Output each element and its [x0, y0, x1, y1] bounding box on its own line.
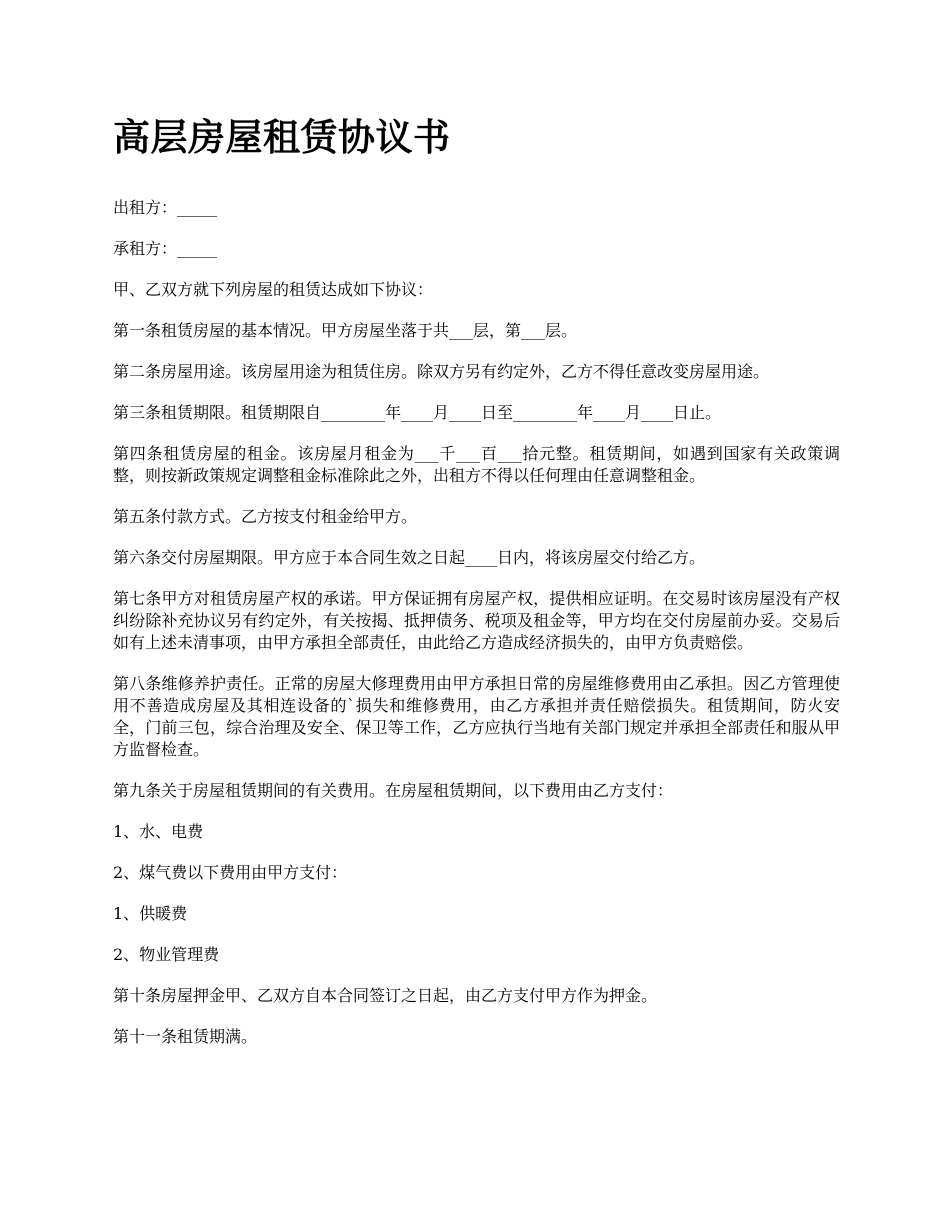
article-3: 第三条租赁期限。租赁期限自________年____月____日至________年____月____日止。: [113, 403, 722, 422]
list-item: 1、供暖费: [113, 904, 188, 923]
list-item: 2、物业管理费: [113, 945, 220, 964]
article-2: 第二条房屋用途。该房屋用途为租赁住房。除双方另有约定外，乙方不得任意改变房屋用途。: [113, 362, 770, 381]
list-item: 2、煤气费以下费用由甲方支付：: [113, 863, 348, 882]
article-10: 第十条房屋押金甲、乙双方自本合同签订之日起，由乙方支付甲方作为押金。: [113, 986, 658, 1005]
lessor-line: 出租方：_____: [113, 198, 218, 217]
page-title: 高层房屋租赁协议书: [113, 115, 451, 159]
article-9: 第九条关于房屋租赁期间的有关费用。在房屋租赁期间，以下费用由乙方支付：: [113, 781, 674, 800]
article-4: 第四条租赁房屋的租金。该房屋月租金为___千___百___拾元整。租赁期间，如遇到国家有关政策调整，则按新政策规定调整租金标准除此之外，出租方不得以任何理由任意调整租金。: [113, 444, 840, 485]
article-5: 第五条付款方式。乙方按支付租金给甲方。: [113, 507, 418, 526]
article-7: 第七条甲方对租赁房屋产权的承诺。甲方保证拥有房屋产权，提供相应证明。在交易时该房屋没有产权纠纷除补充协议另有约定外，有关按揭、抵押债务、税项及租金等，甲方均在交付房屋前办妥。交易后如有上述未清事项，由甲方承担全部责任，由此给乙方造成经济损失的，由甲方负责赔偿。: [113, 589, 840, 652]
document-page: [113, 108, 840, 1067]
article-1: 第一条租赁房屋的基本情况。甲方房屋坐落于共___层，第___层。: [113, 321, 578, 340]
lessee-line: 承租方：_____: [113, 239, 218, 258]
article-6: 第六条交付房屋期限。甲方应于本合同生效之日起____日内，将该房屋交付给乙方。: [113, 548, 706, 567]
article-8: 第八条维修养护责任。正常的房屋大修理费用由甲方承担日常的房屋维修费用由乙承担。因乙方管理使用不善造成房屋及其相连设备的`损失和维修费用，由乙方承担并责任赔偿损失。租赁期间，防火安全，门前三包，综合治理及安全、保卫等工作，乙方应执行当地有关部门规定并承担全部责任和服从甲方监督检查。: [113, 674, 840, 759]
agreement-intro: 甲、乙双方就下列房屋的租赁达成如下协议：: [113, 280, 434, 299]
article-11: 第十一条租赁期满。: [113, 1027, 258, 1046]
list-item: 1、水、电费: [113, 822, 204, 841]
